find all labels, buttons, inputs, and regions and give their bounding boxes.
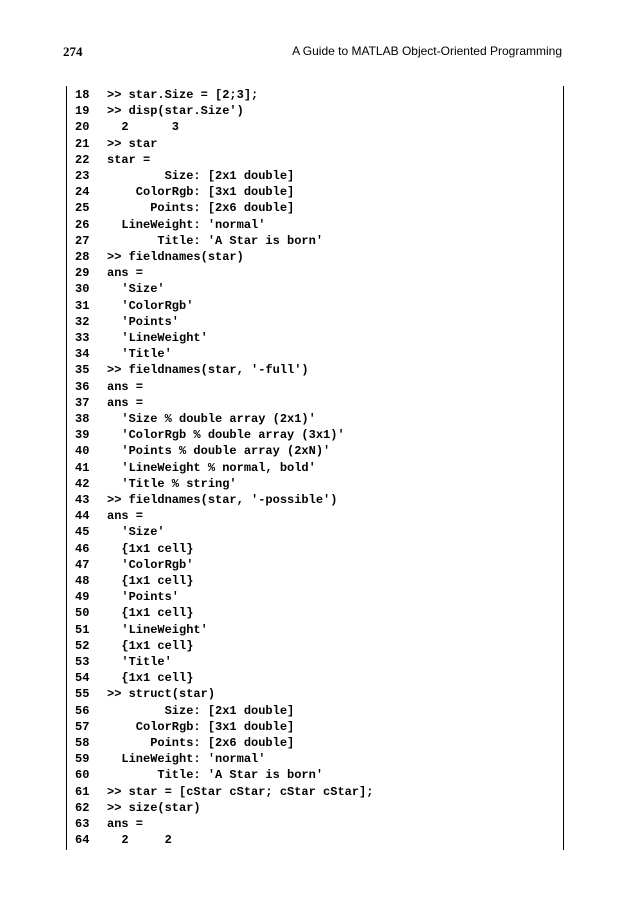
line-number: 39 bbox=[75, 428, 90, 443]
code-text: {1x1 cell} bbox=[107, 541, 194, 556]
line-number: 46 bbox=[75, 541, 90, 556]
code-line bbox=[67, 524, 165, 540]
code-line bbox=[67, 152, 150, 168]
code-line bbox=[67, 541, 193, 557]
code-line bbox=[67, 832, 172, 848]
code-line bbox=[67, 362, 309, 378]
line-number: 50 bbox=[75, 606, 90, 621]
line-number: 23 bbox=[75, 169, 90, 183]
code-text: >> fieldnames(star, '-full') bbox=[107, 363, 309, 378]
line-number: 29 bbox=[75, 266, 90, 281]
code-line bbox=[67, 346, 172, 362]
code-line bbox=[67, 87, 258, 103]
code-line bbox=[67, 217, 265, 233]
code-text: >> fieldnames(star, '-possible') bbox=[107, 493, 338, 507]
line-number: 52 bbox=[75, 638, 90, 653]
code-line bbox=[67, 233, 323, 249]
code-text: >> star bbox=[107, 136, 158, 151]
line-number: 33 bbox=[75, 331, 90, 345]
code-text: {1x1 cell} bbox=[107, 671, 194, 686]
code-line bbox=[67, 330, 208, 346]
line-number: 26 bbox=[75, 217, 90, 232]
code-text: 'LineWeight' bbox=[107, 331, 208, 345]
code-text: Points: [2x6 double] bbox=[107, 201, 295, 216]
line-number: 63 bbox=[75, 817, 90, 831]
code-line bbox=[67, 136, 157, 152]
code-line bbox=[67, 476, 237, 492]
code-text: Title: 'A Star is born' bbox=[107, 768, 324, 783]
code-text: >> size(star) bbox=[107, 800, 201, 815]
line-number: 60 bbox=[75, 768, 90, 783]
line-number: 28 bbox=[75, 250, 90, 264]
running-head-title: A Guide to MATLAB Object-Oriented Programming bbox=[292, 44, 562, 58]
code-text: 'Title' bbox=[107, 347, 172, 362]
code-text: 'Title % string' bbox=[107, 476, 237, 491]
line-number: 43 bbox=[75, 493, 90, 507]
line-number: 32 bbox=[75, 314, 90, 329]
code-line bbox=[67, 379, 143, 395]
code-line bbox=[67, 411, 316, 427]
code-text: 'LineWeight % normal, bold' bbox=[107, 460, 316, 475]
code-text: >> fieldnames(star) bbox=[107, 250, 244, 264]
code-line bbox=[67, 395, 143, 411]
code-text: 'Points % double array (2xN)' bbox=[107, 444, 331, 459]
code-line bbox=[67, 703, 294, 719]
code-text: 'ColorRgb' bbox=[107, 557, 194, 572]
code-text: ans = bbox=[107, 266, 144, 281]
code-text: 'Size' bbox=[107, 282, 165, 297]
code-text: {1x1 cell} bbox=[107, 606, 194, 621]
code-line bbox=[67, 719, 294, 735]
code-line bbox=[67, 557, 193, 573]
code-text: 'Points' bbox=[107, 590, 180, 605]
line-number: 61 bbox=[75, 784, 90, 799]
line-number: 53 bbox=[75, 655, 90, 669]
code-text: star = bbox=[107, 152, 151, 167]
code-line bbox=[67, 103, 244, 119]
code-text: Points: [2x6 double] bbox=[107, 736, 295, 750]
code-text: ans = bbox=[107, 509, 144, 524]
line-number: 22 bbox=[75, 152, 90, 167]
line-number: 24 bbox=[75, 185, 90, 200]
code-text: Title: 'A Star is born' bbox=[107, 233, 324, 248]
code-text: ColorRgb: [3x1 double] bbox=[107, 719, 295, 734]
line-number: 62 bbox=[75, 800, 90, 815]
code-listing bbox=[66, 86, 564, 850]
line-number: 57 bbox=[75, 719, 90, 734]
line-number: 41 bbox=[75, 460, 90, 475]
code-text: ans = bbox=[107, 379, 144, 394]
line-number: 51 bbox=[75, 622, 90, 637]
code-line bbox=[67, 589, 179, 605]
code-line bbox=[67, 751, 265, 767]
code-line bbox=[67, 119, 179, 135]
line-number: 44 bbox=[75, 509, 90, 524]
line-number: 58 bbox=[75, 736, 90, 750]
code-text: >> disp(star.Size') bbox=[107, 104, 244, 119]
line-number: 38 bbox=[75, 412, 90, 426]
code-line bbox=[67, 460, 316, 476]
line-number: 59 bbox=[75, 752, 90, 767]
code-text: 'Size' bbox=[107, 525, 165, 540]
code-text: 'Points' bbox=[107, 314, 180, 329]
code-text: 'ColorRgb' bbox=[107, 298, 194, 313]
line-number: 30 bbox=[75, 282, 90, 297]
code-line bbox=[67, 670, 193, 686]
code-text: 'Size % double array (2x1)' bbox=[107, 412, 316, 426]
line-number: 55 bbox=[75, 687, 90, 702]
code-line bbox=[67, 735, 294, 751]
line-number: 40 bbox=[75, 444, 90, 459]
code-line bbox=[67, 767, 323, 783]
code-line bbox=[67, 622, 208, 638]
line-number: 21 bbox=[75, 136, 90, 151]
code-text: Size: [2x1 double] bbox=[107, 703, 295, 718]
code-line bbox=[67, 168, 294, 184]
code-line bbox=[67, 784, 373, 800]
code-line bbox=[67, 573, 193, 589]
code-text: 'Title' bbox=[107, 655, 172, 669]
line-number: 36 bbox=[75, 379, 90, 394]
code-text: Size: [2x1 double] bbox=[107, 169, 295, 183]
code-line bbox=[67, 427, 345, 443]
line-number: 25 bbox=[75, 201, 90, 216]
line-number: 64 bbox=[75, 833, 90, 848]
code-line bbox=[67, 298, 193, 314]
code-text: LineWeight: 'normal' bbox=[107, 217, 266, 232]
line-number: 42 bbox=[75, 476, 90, 491]
code-line bbox=[67, 686, 215, 702]
line-number: 20 bbox=[75, 120, 90, 135]
line-number: 27 bbox=[75, 233, 90, 248]
code-line bbox=[67, 249, 244, 265]
code-text: >> star = [cStar cStar; cStar cStar]; bbox=[107, 784, 374, 799]
code-line bbox=[67, 265, 143, 281]
code-line bbox=[67, 200, 294, 216]
code-text: 2 3 bbox=[107, 120, 180, 135]
code-text: ans = bbox=[107, 817, 144, 831]
line-number: 37 bbox=[75, 395, 90, 410]
code-line bbox=[67, 443, 330, 459]
line-number: 47 bbox=[75, 557, 90, 572]
code-text: 2 2 bbox=[107, 833, 172, 848]
code-text: ans = bbox=[107, 395, 144, 410]
line-number: 56 bbox=[75, 703, 90, 718]
code-line bbox=[67, 654, 172, 670]
code-text: >> star.Size = [2;3]; bbox=[107, 88, 259, 102]
line-number: 35 bbox=[75, 363, 90, 378]
code-text: 'ColorRgb % double array (3x1)' bbox=[107, 428, 345, 443]
code-line bbox=[67, 492, 337, 508]
page-number: 274 bbox=[63, 44, 83, 59]
code-line bbox=[67, 605, 193, 621]
line-number: 45 bbox=[75, 525, 90, 540]
code-line bbox=[67, 508, 143, 524]
line-number: 48 bbox=[75, 574, 90, 588]
line-number: 31 bbox=[75, 298, 90, 313]
code-text: LineWeight: 'normal' bbox=[107, 752, 266, 767]
line-number: 18 bbox=[75, 88, 90, 102]
code-line bbox=[67, 638, 193, 654]
code-text: {1x1 cell} bbox=[107, 638, 194, 653]
line-number: 49 bbox=[75, 590, 90, 605]
code-line bbox=[67, 816, 143, 832]
code-text: 'LineWeight' bbox=[107, 622, 208, 637]
code-text: ColorRgb: [3x1 double] bbox=[107, 185, 295, 200]
code-line bbox=[67, 281, 165, 297]
code-line bbox=[67, 184, 294, 200]
line-number: 54 bbox=[75, 671, 90, 686]
code-text: >> struct(star) bbox=[107, 687, 216, 702]
line-number: 34 bbox=[75, 347, 90, 362]
code-line bbox=[67, 800, 201, 816]
code-line bbox=[67, 314, 179, 330]
line-number: 19 bbox=[75, 104, 90, 119]
code-text: {1x1 cell} bbox=[107, 574, 194, 588]
